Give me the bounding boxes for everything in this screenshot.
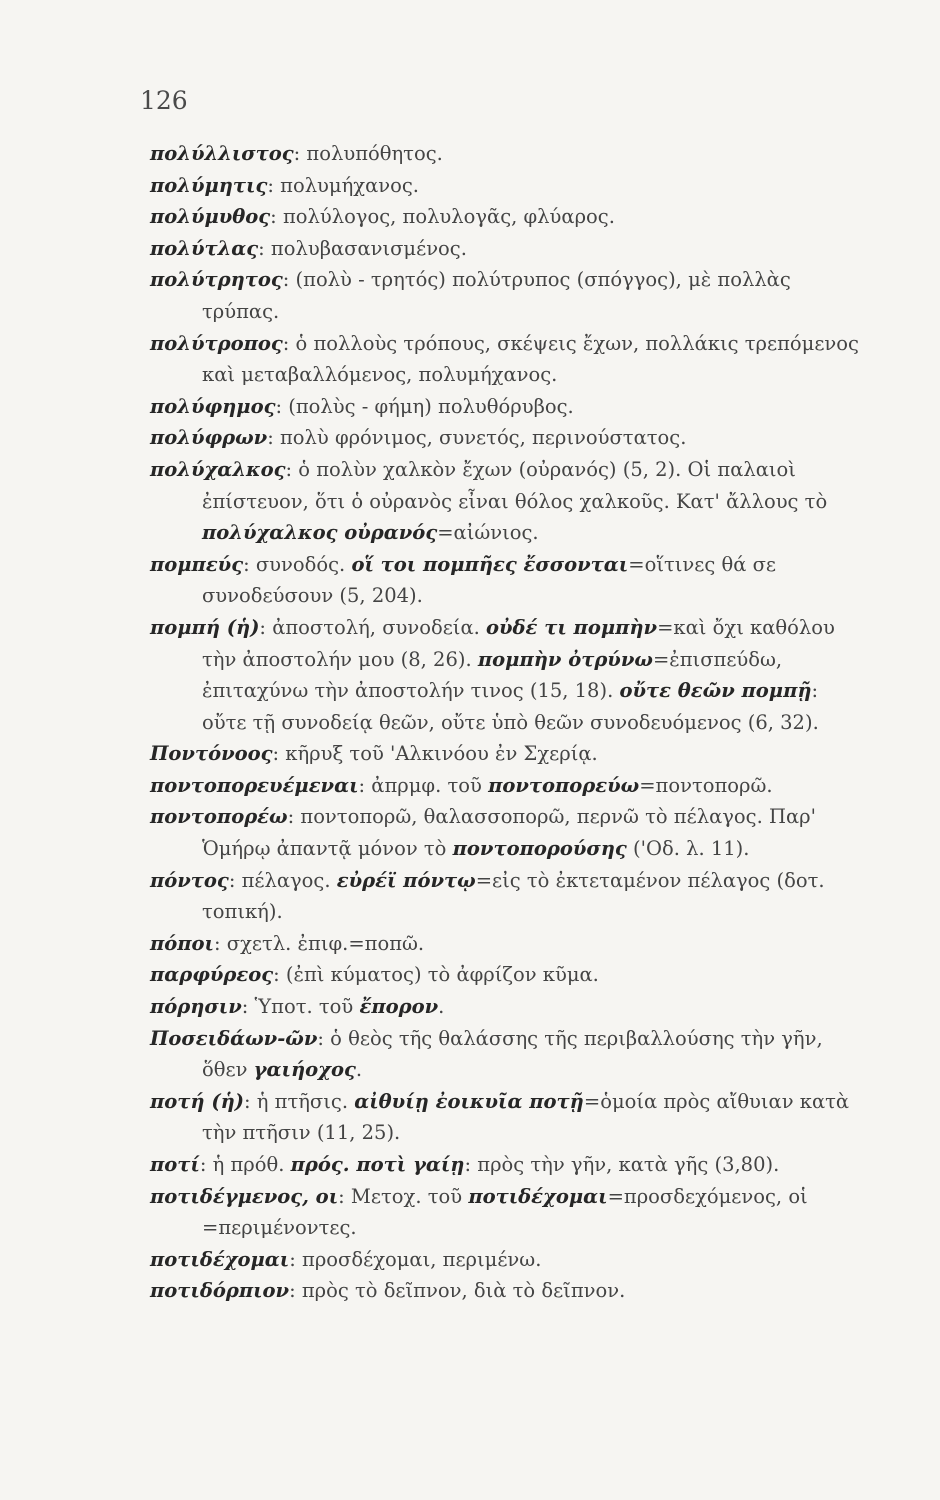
definition: =εἰς τὸ ἐκτεταμένον πέλαγος (δοτ. τοπική). [202,868,825,924]
quoted-phrase: πολύχαλκος οὐρανός [202,521,438,545]
lemma: ποτιδέχομαι [150,1247,290,1271]
definition: : κῆρυξ τοῦ 'Αλκινόου ἐν Σχερίᾳ. [272,742,598,766]
entry [150,770,860,802]
quoted-phrase: ποντοπορούσης [452,837,627,861]
entry [150,801,860,864]
lemma: Ποσειδάων-ῶν [150,1026,318,1050]
entry [150,1181,860,1244]
quoted-phrase: ποντοπορεύω [488,773,640,797]
definition: : πρὸς τὸ δεῖπνον, διὰ τὸ δεῖπνον. [289,1279,626,1303]
definition: : ἡ πτῆσις. [244,1089,349,1113]
definition: : οὔτε τῇ συνοδείᾳ θεῶν, οὔτε ὑπὸ θεῶν συνοδευόμενος (6, 32). [202,679,819,734]
entry [150,1149,860,1181]
definition: . [355,1058,363,1082]
quoted-phrase: ποτιδέχομαι [468,1184,608,1208]
quoted-phrase: οἵ τοι πομπῆες ἔσσονται [351,552,629,576]
lemma: πολύμητις [150,173,268,197]
lemma: πόντος [150,868,229,892]
definition: . [438,995,445,1019]
entry [150,1086,860,1149]
lemma: πολύτλας [150,236,259,260]
entry [150,959,860,991]
entry [150,991,860,1023]
definition: : ὁ θεὸς τῆς θαλάσσης τῆς περιβαλλούσης τὴν γῆν, ὅθεν [202,1026,823,1082]
definition: : πολὺ φρόνιμος, συνετός, περινούστατος. [267,426,687,450]
lemma: ποντοπορευέμεναι [150,773,359,797]
entry [150,233,860,265]
definition: : προσδέχομαι, περιμένω. [289,1247,542,1271]
definition: : (ἐπὶ κύματος) τὸ ἀφρίζον κῦμα. [273,963,599,987]
quoted-phrase: γαιήοχος [253,1058,356,1082]
lemma: πομπεύς [150,552,244,576]
definition: =ὁμοία πρὸς αἴθυιαν κατὰ τὴν πτῆσιν (11, 25). [202,1089,850,1145]
lemma: ποτιδέγμενος, οι [150,1184,339,1208]
lemma: πολύτρητος [150,268,283,292]
definition: : σχετλ. ἐπιφ.=ποπῶ. [214,931,425,955]
lemma: πολύτροπος [150,331,283,355]
lemma: ποτή (ἡ) [150,1089,244,1113]
page-number: 126 [140,86,188,115]
quoted-phrase: πομπὴν ὀτρύνω [477,647,653,671]
lemma: πολύλλιστος [150,142,294,165]
lemma: πόρησιν [150,995,242,1019]
entry [150,1023,860,1086]
lemma: πομπή (ἡ) [150,615,260,639]
entry [150,1275,860,1307]
lemma: ποτιδόρπιον [150,1279,290,1303]
definition: =ἐπισπεύδω, ἐπιταχύνω τὴν ἀποστολήν τινος (15, 18). [202,647,783,703]
entry [150,264,860,327]
entry [150,454,860,549]
entry [150,865,860,928]
definition: : ἡ πρόθ. [199,1153,285,1176]
quoted-phrase: πρός. ποτὶ γαίῃ [290,1153,465,1176]
lemma: πολύφρων [150,426,268,450]
entry [150,738,860,770]
definition: : ὁ πολὺν χαλκὸν ἔχων (οὐρανός) (5, 2). Οἱ παλαιοὶ ἐπίστευον, ὅτι ὁ οὐρανὸς εἶναι θόλος χαλκοῦς. Κατ' ἄλλους τὸ [202,457,828,513]
definition: : ἀποστολή, συνοδεία. [259,615,480,639]
definition: : Μετοχ. τοῦ [338,1184,463,1208]
entry [150,549,860,612]
lemma: πολύφημος [150,394,276,418]
entries-list [150,138,860,1307]
definition: =ποντοπορῶ. [639,773,773,797]
definition: =καὶ ὄχι καθόλου τὴν ἀποστολήν μου (8, 26). [202,615,835,671]
definition: : πολυπόθητος. [293,142,443,165]
entry [150,170,860,202]
quoted-phrase: αἰθυίῃ ἐοικυῖα ποτῇ [354,1089,584,1113]
definition: : Ὑποτ. τοῦ [241,995,354,1019]
definition: : πολυβασανισμένος. [258,236,467,260]
definition: : ὁ πολλοὺς τρόπους, σκέψεις ἔχων, πολλάκις τρεπόμενος καὶ μεταβαλλόμενος, πολυμήχανος. [202,331,859,387]
definition: : πολύλογος, πολυλογᾶς, φλύαρος. [270,205,615,229]
entry [150,201,860,233]
lemma: ποτί [150,1153,200,1176]
entry [150,928,860,960]
quoted-phrase: οὐδέ τι πομπὴν [486,615,658,639]
lemma: πολύμυθος [150,205,271,229]
lemma: ποντοπορέω [150,805,288,829]
lemma: πολύχαλκος [150,457,286,481]
definition: : πρὸς τὴν γῆν, κατὰ γῆς (3,80). [464,1153,780,1176]
definition: : πολυμήχανος. [267,173,419,197]
definition: =αἰώνιος. [437,521,539,545]
definition: =οἵτινες θά σε συνοδεύσουν (5, 204). [202,552,777,608]
definition: : (πολὺ - τρητός) πολύτρυπος (σπόγγος), μὲ πολλὰς τρύπας. [202,268,791,323]
definition: : ποντοπορῶ, θαλασσοπορῶ, περνῶ τὸ πέλαγος. Παρ' Ὁμήρῳ ἀπαντᾷ μόνον τὸ [202,805,816,861]
lemma: Ποντόνοος [150,742,273,766]
entry [150,328,860,391]
lemma: πόποι [150,931,214,955]
quoted-phrase: εὐρέϊ πόντῳ [336,868,476,892]
entry [150,1244,860,1276]
entry [150,422,860,454]
lemma: παρφύρεος [150,963,274,987]
quoted-phrase: ἔπορον [359,995,439,1019]
definition: : συνοδός. [243,552,346,576]
definition: : ἀπρμφ. τοῦ [358,773,482,797]
entry [150,391,860,423]
entry [150,612,860,738]
definition: =προσδεχόμενος, οἱ =περιμένοντες. [202,1184,808,1240]
definition: : (πολὺς - φήμη) πολυθόρυβος. [275,394,574,418]
quoted-phrase: οὔτε θεῶν πομπῇ [619,679,812,703]
definition: : πέλαγος. [228,868,331,892]
definition: ('Οδ. λ. 11). [633,837,750,861]
entry [150,138,860,170]
